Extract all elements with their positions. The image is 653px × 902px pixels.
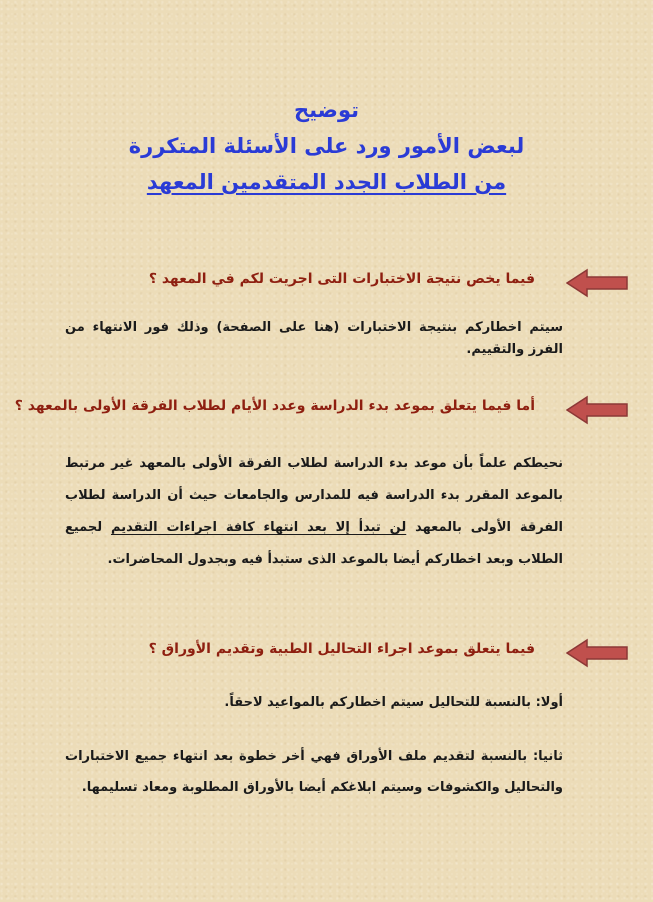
title-line-3: من الطلاب الجدد المتقدمين المعهد xyxy=(146,170,507,194)
answer-1-text: سيتم اخطاركم بنتيجة الاختبارات (هنا على الصفحة) وذلك فور الانتهاء من الفرز والتقييم. xyxy=(65,320,563,357)
title-line-1: توضيح xyxy=(293,98,360,122)
title-line-2: لبعض الأمور ورد على الأسئلة المتكررة xyxy=(128,134,525,158)
answer-3-second-text: ثانيا: بالنسبة لتقديم ملف الأوراق فهي أخر خطوة بعد انتهاء جميع الاختبارات والتحاليل والكشوفات وسيتم ابلاغكم أيضا بالأوراق المطلوبة ومعاد تسليمها. xyxy=(65,749,563,795)
answer-3-first-text: أولا: بالنسبة للتحاليل سيتم اخطاركم بالمواعيد لاحقاً. xyxy=(224,695,563,710)
document-title xyxy=(0,92,653,200)
arrow-left-icon xyxy=(566,268,628,298)
answer-2-part-1: نحيطكم علماً بأن موعد بدء الدراسة لطلاب الفرقة الأولى بالمعهد غير مرتبط بالموعد المقرر بدء الدراسة فيه للمدارس والجامعات حيث أن الدراسة لطلاب الفرقة الأولى بالمعهد xyxy=(65,456,563,535)
answer-2-underlined: لن تبدأ إلا بعد انتهاء كافة اجراءات التقديم xyxy=(111,520,407,535)
answer-1 xyxy=(65,317,563,361)
arrow-left-icon xyxy=(566,638,628,668)
answer-3-first xyxy=(65,692,563,714)
arrow-left-icon xyxy=(566,395,628,425)
question-3: فيما يتعلق بموعد اجراء التحاليل الطبية وتقديم الأوراق ؟ xyxy=(148,641,535,657)
answer-2 xyxy=(65,448,563,576)
answer-3-second xyxy=(65,741,563,803)
answer-2-part-2: لجميع الطلاب وبعد اخطاركم أيضا بالموعد الذى ستبدأ فيه وبجدول المحاضرات. xyxy=(65,520,563,567)
question-1: فيما يخص نتيجة الاختبارات التى اجريت لكم في المعهد ؟ xyxy=(148,271,535,287)
question-2: أما فيما يتعلق بموعد بدء الدراسة وعدد الأيام لطلاب الفرقة الأولى بالمعهد ؟ xyxy=(14,398,535,414)
